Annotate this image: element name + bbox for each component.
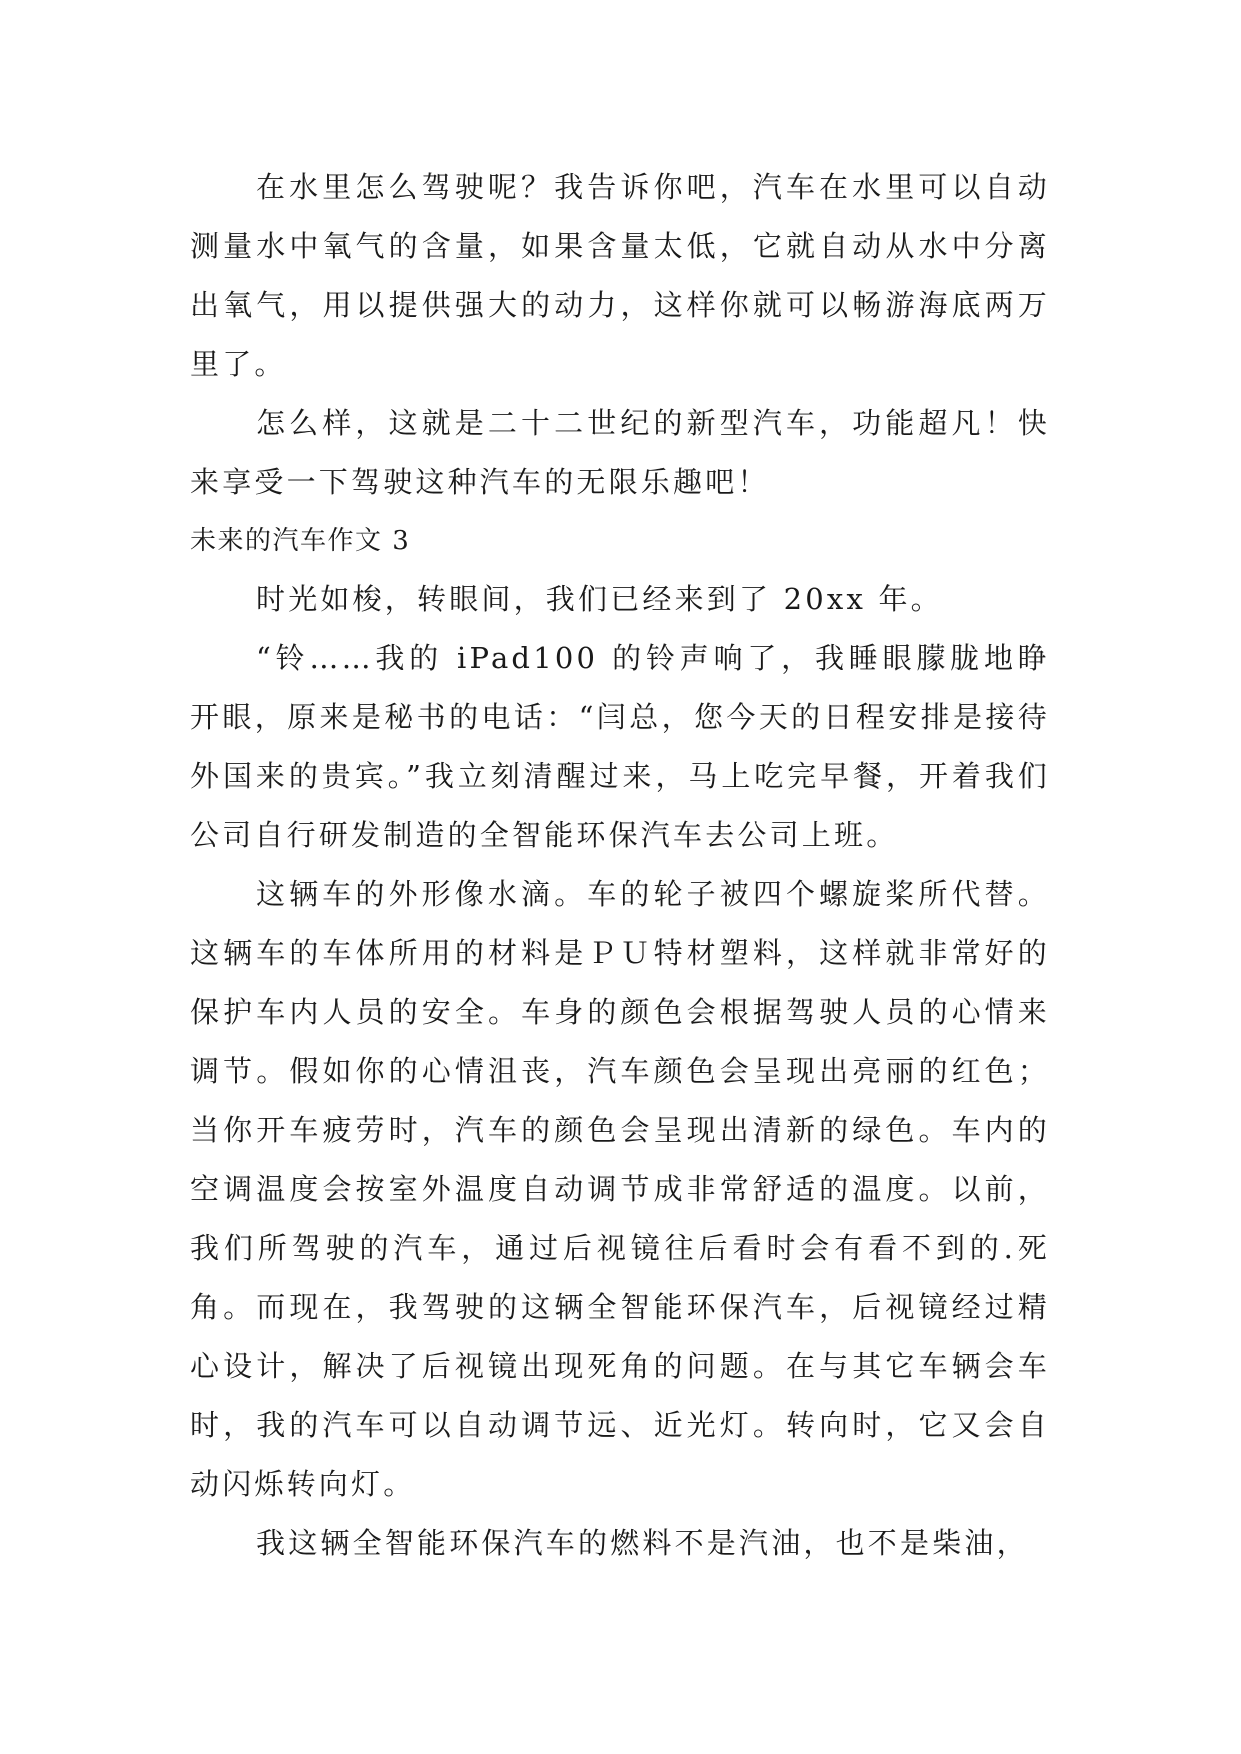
- paragraph-ipad-call: “铃……我的 iPad100 的铃声响了，我睡眼朦胧地睁开眼，原来是秘书的电话：“闫总，您今天的日程安排是接待外国来的贵宾。”我立刻清醒过来，马上吃完早餐，开着我们公司自行研发制造的全智能环保汽车去公司上班。: [190, 641, 1050, 852]
- paragraph-conclusion: 怎么样，这就是二十二世纪的新型汽车，功能超凡！快来享受一下驾驶这种汽车的无限乐趣吧！: [190, 406, 1050, 499]
- paragraph-car-description: 这辆车的外形像水滴。车的轮子被四个螺旋桨所代替。这辆车的车体所用的材料是ＰＵ特材塑料，这样就非常好的保护车内人员的安全。车身的颜色会根据驾驶人员的心情来调节。假如你的心情沮丧，汽车颜色会呈现出亮丽的红色；当你开车疲劳时，汽车的颜色会呈现出清新的绿色。车内的空调温度会按室外温度自动调节成非常舒适的温度。以前，我们所驾驶的汽车，通过后视镜往后看时会有看不到的.死角。而现在，我驾驶的这辆全智能环保汽车，后视镜经过精心设计，解决了后视镜出现死角的问题。在与其它车辆会车时，我的汽车可以自动调节远、近光灯。转向时，它又会自动闪烁转向灯。: [190, 877, 1050, 1501]
- document-body: [190, 158, 1050, 1573]
- paragraph-time-flies: 时光如梭，转眼间，我们已经来到了 20xx 年。: [256, 582, 943, 616]
- paragraph-fuel: 我这辆全智能环保汽车的燃料不是汽油，也不是柴油，: [256, 1526, 1029, 1560]
- paragraph-water-driving: 在水里怎么驾驶呢？我告诉你吧，汽车在水里可以自动测量水中氧气的含量，如果含量太低，它就自动从水中分离出氧气，用以提供强大的动力，这样你就可以畅游海底两万里了。: [190, 170, 1050, 381]
- section-title: 未来的汽车作文 3: [190, 526, 411, 556]
